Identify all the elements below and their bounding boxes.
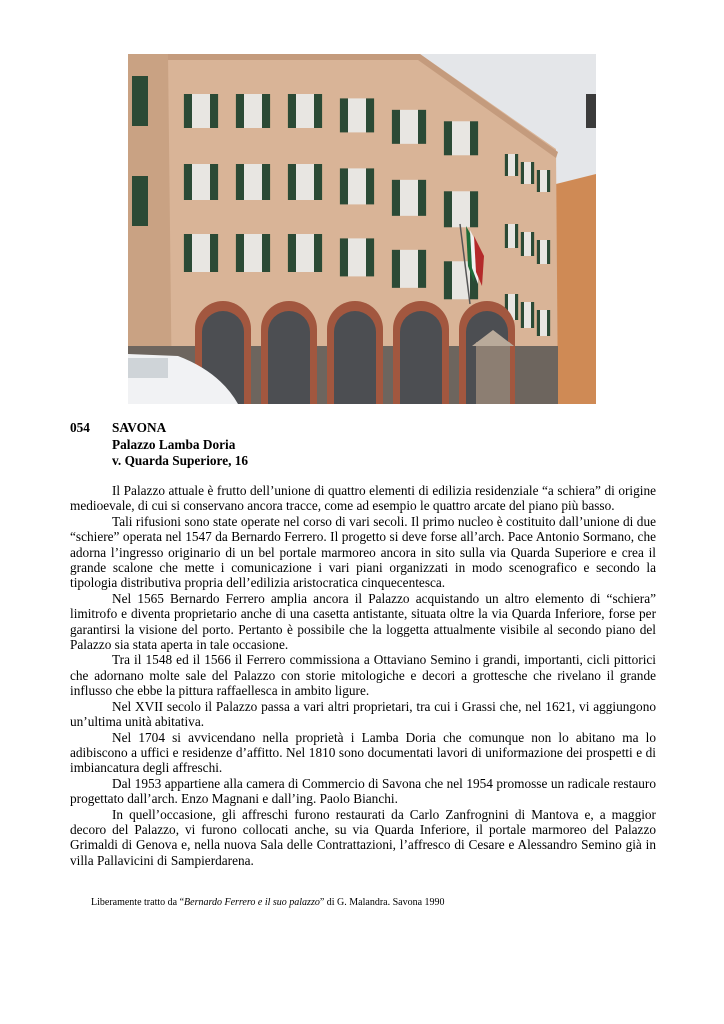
window-shutter [262,234,270,272]
window [296,234,314,272]
window [540,170,547,192]
entry-number: 054 [70,420,90,435]
window-shutter [515,294,518,320]
window [524,232,531,256]
window-shutter [132,176,148,226]
window-shutter [340,238,348,276]
source-title: Bernardo Ferrero e il suo palazzo [184,897,320,908]
window-shutter [184,94,192,128]
window-shutter [132,76,148,126]
arch-window [400,311,442,404]
window-shutter [547,310,550,336]
window-shutter [210,94,218,128]
window [296,94,314,128]
window-shutter [418,180,426,216]
paragraph: Tra il 1548 ed il 1566 il Ferrero commissiona a Ottaviano Semino i grandi, importanti, cicli pittorici che adornano molte sale del Palazzo con storie mitologiche e decori a grottesche che rivelano il grande influsso che ebbe la pittura raffaellesca in ambito ligure. [70,652,656,699]
window [296,164,314,200]
window-shutter [418,250,426,288]
window [400,250,418,288]
window-shutter [288,94,296,128]
window-shutter [537,310,540,336]
body-text [70,483,656,868]
arch-window [334,311,376,404]
paragraph: Il Palazzo attuale è frutto dell’unione di quattro elementi di edilizia residenziale “a schiera” di origine medioevale, di cui si conservano ancora tracce, come ad esempio le quattro arcate del piano più basso. [70,483,656,514]
window-shutter [537,170,540,192]
window-shutter [366,168,374,204]
window [348,238,366,276]
window [244,234,262,272]
window-shutter [531,232,534,256]
paragraph: In quell’occasione, gli affreschi furono restaurati da Carlo Zanfrognini di Mantova e, a maggior decoro del Palazzo, vi furono collocati anche, su via Quarda Inferiore, il portale marmoreo del Palazzo Grimaldi di Genova e, nella nuova Sala delle Contrattazioni, l’affresco di Cesare e Alessandro Semino già in villa Pallavicini di Sampierdarena. [70,806,656,868]
window-shutter [515,154,518,176]
entry-address: v. Quarda Superiore, 16 [112,453,249,468]
paragraph: Nel 1565 Bernardo Ferrero amplia ancora il Palazzo acquistando un altro elemento di “schiera” limitrofo e diventa proprietario anche di una casetta antistante, situata oltre la via Quarda Inferiore, forse per garantirsi la visione del porto. Pertanto è possibile che la loggetta attualmente visibile al secondo piano del Palazzo sia stata aperta in tale occasione. [70,590,656,653]
window-shutter [521,162,524,184]
window-shutter [314,234,322,272]
source-suffix: ” di G. Malandra. Savona 1990 [319,897,445,908]
window [348,98,366,132]
window-shutter [444,191,452,227]
window-shutter [236,94,244,128]
window [192,234,210,272]
window-shutter [470,191,478,227]
window-shutter [531,302,534,328]
paragraph: Nel XVII secolo il Palazzo passa a vari altri proprietari, tra cui i Grassi che, nel 1621, vi aggiungono un’ultima unità abitativa. [70,698,656,730]
window [400,110,418,144]
window-shutter [521,302,524,328]
window-shutter [392,110,400,144]
window [452,121,470,155]
paragraph: Dal 1953 appartiene alla camera di Commercio di Savona che nel 1954 promosse un radicale restauro progettato dall’arch. Enzo Magnani e dall’ing. Paolo Bianchi. [70,775,656,807]
window-shutter [537,240,540,264]
window-shutter [314,164,322,200]
window [540,310,547,336]
window-shutter [515,224,518,248]
window-shutter [418,110,426,144]
palazzo-photo [128,54,596,404]
window-shutter [210,234,218,272]
window-shutter [505,224,508,248]
window [244,94,262,128]
window-shutter [547,240,550,264]
window [540,240,547,264]
window-shutter [288,234,296,272]
window [508,224,515,248]
window-shutter [210,164,218,200]
window-shutter [236,234,244,272]
window [524,162,531,184]
window-shutter [547,170,550,192]
window-shutter [236,164,244,200]
window-shutter [531,162,534,184]
window-shutter [184,234,192,272]
window-shutter [340,168,348,204]
window-shutter [444,121,452,155]
window-shutter [314,94,322,128]
window-shutter [262,94,270,128]
window [192,164,210,200]
source-prefix: Liberamente tratto da “ [91,897,185,908]
window [452,191,470,227]
window-shutter [392,250,400,288]
window-shutter [392,180,400,216]
window-shutter [262,164,270,200]
window-shutter [340,98,348,132]
arch-window [268,311,310,404]
paragraph: Tali rifusioni sono state operate nel corso di vari secoli. Il primo nucleo è costituito dall’unione di due “schiere” operata nel 1547 da Bernardo Ferrero. Il progetto si deve forse all’arch. Pace Antonio Sormano, che adorna l’ingresso originario di un bel portale marmoreo ancora in sito sulla via Quarda Superiore e crea il grande scalone che mette i comunicazione i vari piani organizzati in modo scenografico e secondo la tipologia distributiva propria dell’edilizia aristocratica cinquecentesca. [70,513,656,591]
window-shutter [521,232,524,256]
window [192,94,210,128]
window-shutter [184,164,192,200]
window-shutter [366,98,374,132]
window-shutter [470,121,478,155]
entry-city: SAVONA [112,420,167,435]
window-shutter [444,261,452,299]
window [348,168,366,204]
window [400,180,418,216]
window-shutter [366,238,374,276]
paragraph: Nel 1704 si avvicendano nella proprietà i Lamba Doria che comunque non lo abitano ma lo adibiscono a uffici e residenze d’affitto. Nel 1810 sono documentati lavori di uniformazione dei prospetti e di imbiancatura degli affreschi. [70,729,656,776]
source-note [91,897,445,908]
entry-building: Palazzo Lamba Doria [112,436,236,452]
window [508,154,515,176]
window [244,164,262,200]
window-shutter [505,154,508,176]
window-shutter [288,164,296,200]
window [524,302,531,328]
